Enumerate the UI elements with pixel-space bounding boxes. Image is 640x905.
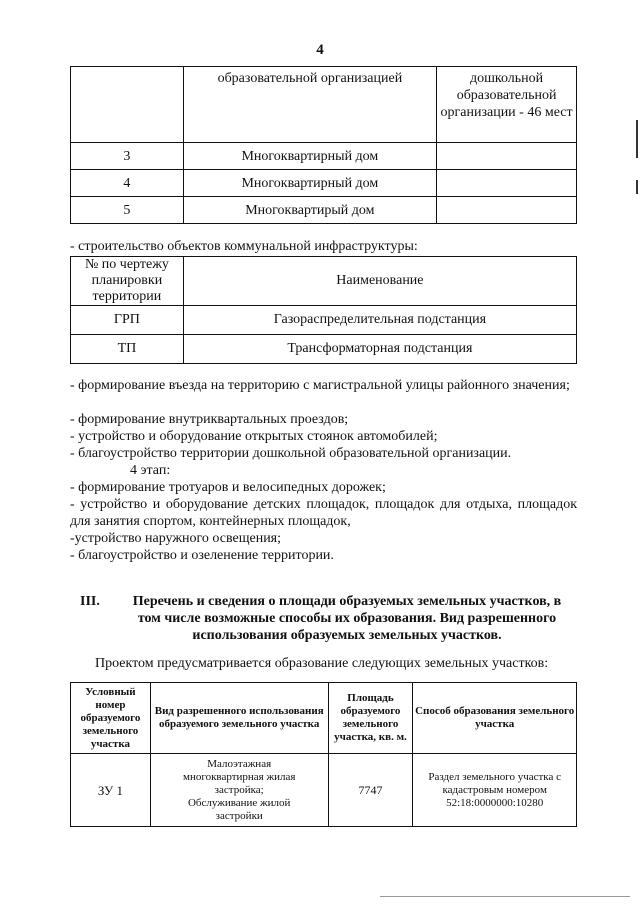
- row-number: [71, 67, 184, 143]
- stage-heading: 4 этап:: [130, 463, 171, 478]
- section-title: Перечень и сведения о площади образуемых земельных участков, в том числе возможные способы их образования. Вид разрешенного использования образуемых земельных участков.: [132, 594, 562, 643]
- paragraph-lighting: -устройство наружного освещения;: [70, 531, 282, 546]
- row-name: Газораспределительная подстанция: [183, 306, 576, 335]
- header-formation-method: Способ образования земельного участка: [413, 683, 577, 754]
- paragraph-sidewalks: - формирование тротуаров и велосипедных дорожек;: [70, 480, 386, 495]
- header-drawing-number: № по чертежу планировки территории: [71, 257, 184, 306]
- row-number: 3: [71, 143, 184, 170]
- row-code: ТП: [71, 335, 184, 364]
- header-permitted-use: Вид разрешенного использования образуемого земельного участка: [150, 683, 328, 754]
- row-name: Многоквартирный дом: [183, 170, 437, 197]
- row-number: 4: [71, 170, 184, 197]
- table-row: [71, 143, 577, 170]
- table-row: [71, 197, 577, 224]
- row-note: дошкольной образовательной организации - 46 мест: [437, 67, 577, 143]
- bottom-divider: [380, 896, 630, 897]
- plot-use: Малоэтажная многоквартирная жилая застройка; Обслуживание жилой застройки: [150, 754, 328, 827]
- table-row: [71, 170, 577, 197]
- row-name: Многоквартирный дом: [183, 143, 437, 170]
- table-row: [71, 67, 577, 143]
- row-note: [437, 170, 577, 197]
- scan-edge-mark: [636, 180, 638, 194]
- paragraph-parking: - устройство и оборудование открытых стоянок автомобилей;: [70, 429, 438, 444]
- utilities-intro: - строительство объектов коммунальной инфраструктуры:: [70, 239, 418, 254]
- row-code: ГРП: [71, 306, 184, 335]
- plot-area: 7747: [328, 754, 413, 827]
- header-plot-number: Условный номер образуемого земельного участка: [71, 683, 151, 754]
- row-name: Многоквартирый дом: [183, 197, 437, 224]
- row-note: [437, 197, 577, 224]
- plot-method: Раздел земельного участка с кадастровым номером 52:18:0000000:10280: [413, 754, 577, 827]
- table-row: [71, 306, 577, 335]
- table-header-row: [71, 257, 577, 306]
- row-number: 5: [71, 197, 184, 224]
- utilities-table: [70, 256, 577, 364]
- plots-intro: Проектом предусматривается образование следующих земельных участков:: [95, 656, 549, 671]
- scan-edge-mark: [636, 120, 638, 158]
- paragraph-kindergarten: - благоустройство территории дошкольной образовательной организации.: [70, 446, 512, 461]
- plot-id: ЗУ 1: [71, 754, 151, 827]
- row-name: Трансформаторная подстанция: [183, 335, 576, 364]
- row-note: [437, 143, 577, 170]
- row-name: образовательной организацией: [183, 67, 437, 143]
- paragraph-playgrounds: - устройство и оборудование детских площадок, площадок для отдыха, площадок для занятия спортом, контейнерных площадок,: [70, 497, 577, 529]
- table-header-row: [71, 683, 577, 754]
- section-number: III.: [80, 594, 100, 609]
- paragraph-driveways: - формирование внутриквартальных проездов;: [70, 412, 349, 427]
- header-name: Наименование: [183, 257, 576, 306]
- page-number: 4: [316, 42, 324, 58]
- paragraph-entrance: - формирование въезда на территорию с магистральной улицы районного значения;: [70, 378, 570, 393]
- table-row: [71, 754, 577, 827]
- buildings-table: [70, 66, 577, 224]
- table-row: [71, 335, 577, 364]
- land-plots-table: [70, 682, 577, 827]
- header-area: Площадь образуемого земельного участка, кв. м.: [328, 683, 413, 754]
- paragraph-landscaping: - благоустройство и озеленение территории.: [70, 548, 334, 563]
